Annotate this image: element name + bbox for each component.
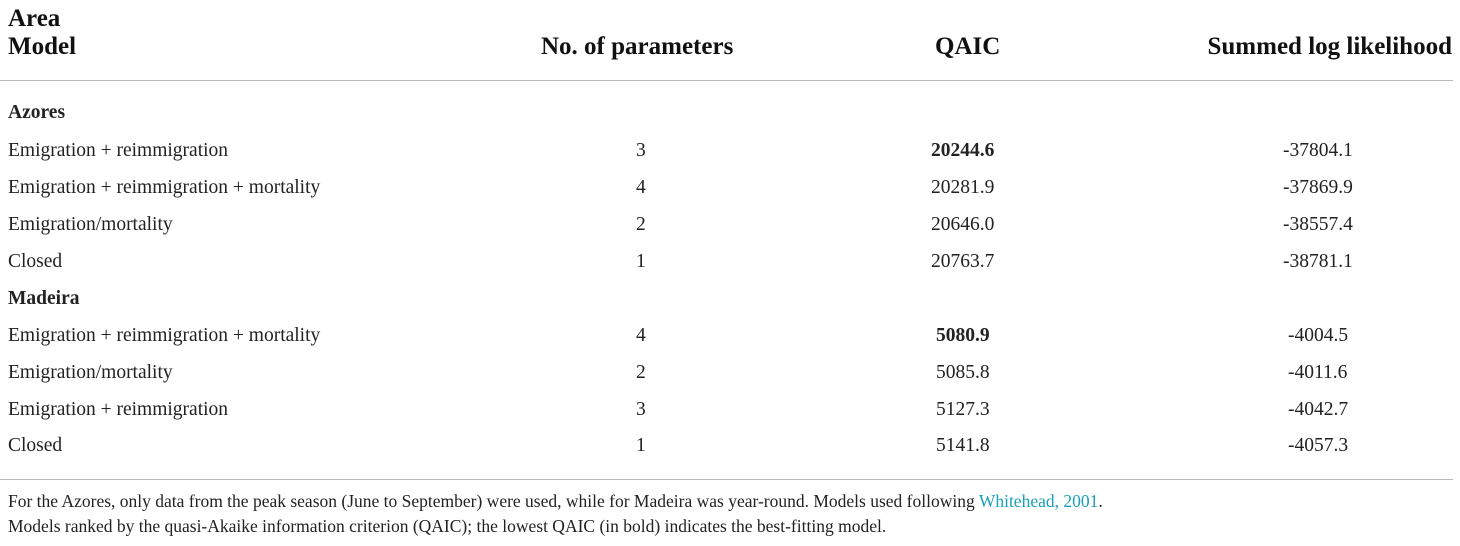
header-qaic: QAIC [935,33,1001,60]
qaic-cell: 20646.0 [931,214,995,235]
params-cell: 3 [636,399,646,420]
qaic-cell: 5080.9 [936,325,990,346]
params-cell: 2 [636,214,646,235]
qaic-cell: 20281.9 [931,177,995,198]
header-no-of-parameters: No. of parameters [541,33,734,60]
loglik-cell: -4042.7 [1288,399,1349,420]
footnote-1-end: . [1098,491,1103,511]
footnote-1 [8,490,1103,512]
model-cell: Emigration + reimmigration + mortality [8,177,321,198]
footer-rule [0,479,1453,480]
qaic-cell: 5141.8 [936,435,990,456]
footnote-2: Models ranked by the quasi-Akaike information criterion (QAIC); the lowest QAIC (in bold) indicates the best-fitting model. [8,516,887,536]
header-summed-log-likelihood: Summed log likelihood [1207,33,1452,60]
qaic-cell: 5085.8 [936,362,990,383]
params-cell: 1 [636,251,646,272]
model-cell: Closed [8,251,63,272]
model-cell: Emigration + reimmigration + mortality [8,325,321,346]
group-label-azores: Azores [8,102,66,123]
qaic-cell: 5127.3 [936,399,990,420]
params-cell: 2 [636,362,646,383]
header-area: Area [8,5,61,32]
loglik-cell: -38781.1 [1283,251,1353,272]
params-cell: 4 [636,325,646,346]
params-cell: 1 [636,435,646,456]
header-rule [0,80,1453,81]
loglik-cell: -4011.6 [1288,362,1348,383]
loglik-cell: -4004.5 [1288,325,1349,346]
model-cell: Emigration/mortality [8,214,173,235]
loglik-cell: -38557.4 [1283,214,1353,235]
header-model: Model [8,33,77,60]
model-cell: Emigration + reimmigration [8,399,229,420]
model-cell: Closed [8,435,63,456]
params-cell: 3 [636,140,646,161]
loglik-cell: -37869.9 [1283,177,1353,198]
whitehead-2001-link[interactable]: Whitehead, 2001 [978,491,1099,511]
qaic-cell: 20244.6 [931,140,995,161]
footnote-1-text: For the Azores, only data from the peak season (June to September) were used, while for Madeira was year-round. Models used following [8,491,979,511]
group-label-madeira: Madeira [8,288,80,309]
loglik-cell: -37804.1 [1283,140,1353,161]
params-cell: 4 [636,177,646,198]
loglik-cell: -4057.3 [1288,435,1349,456]
qaic-cell: 20763.7 [931,251,995,272]
model-cell: Emigration/mortality [8,362,173,383]
model-cell: Emigration + reimmigration [8,140,229,161]
